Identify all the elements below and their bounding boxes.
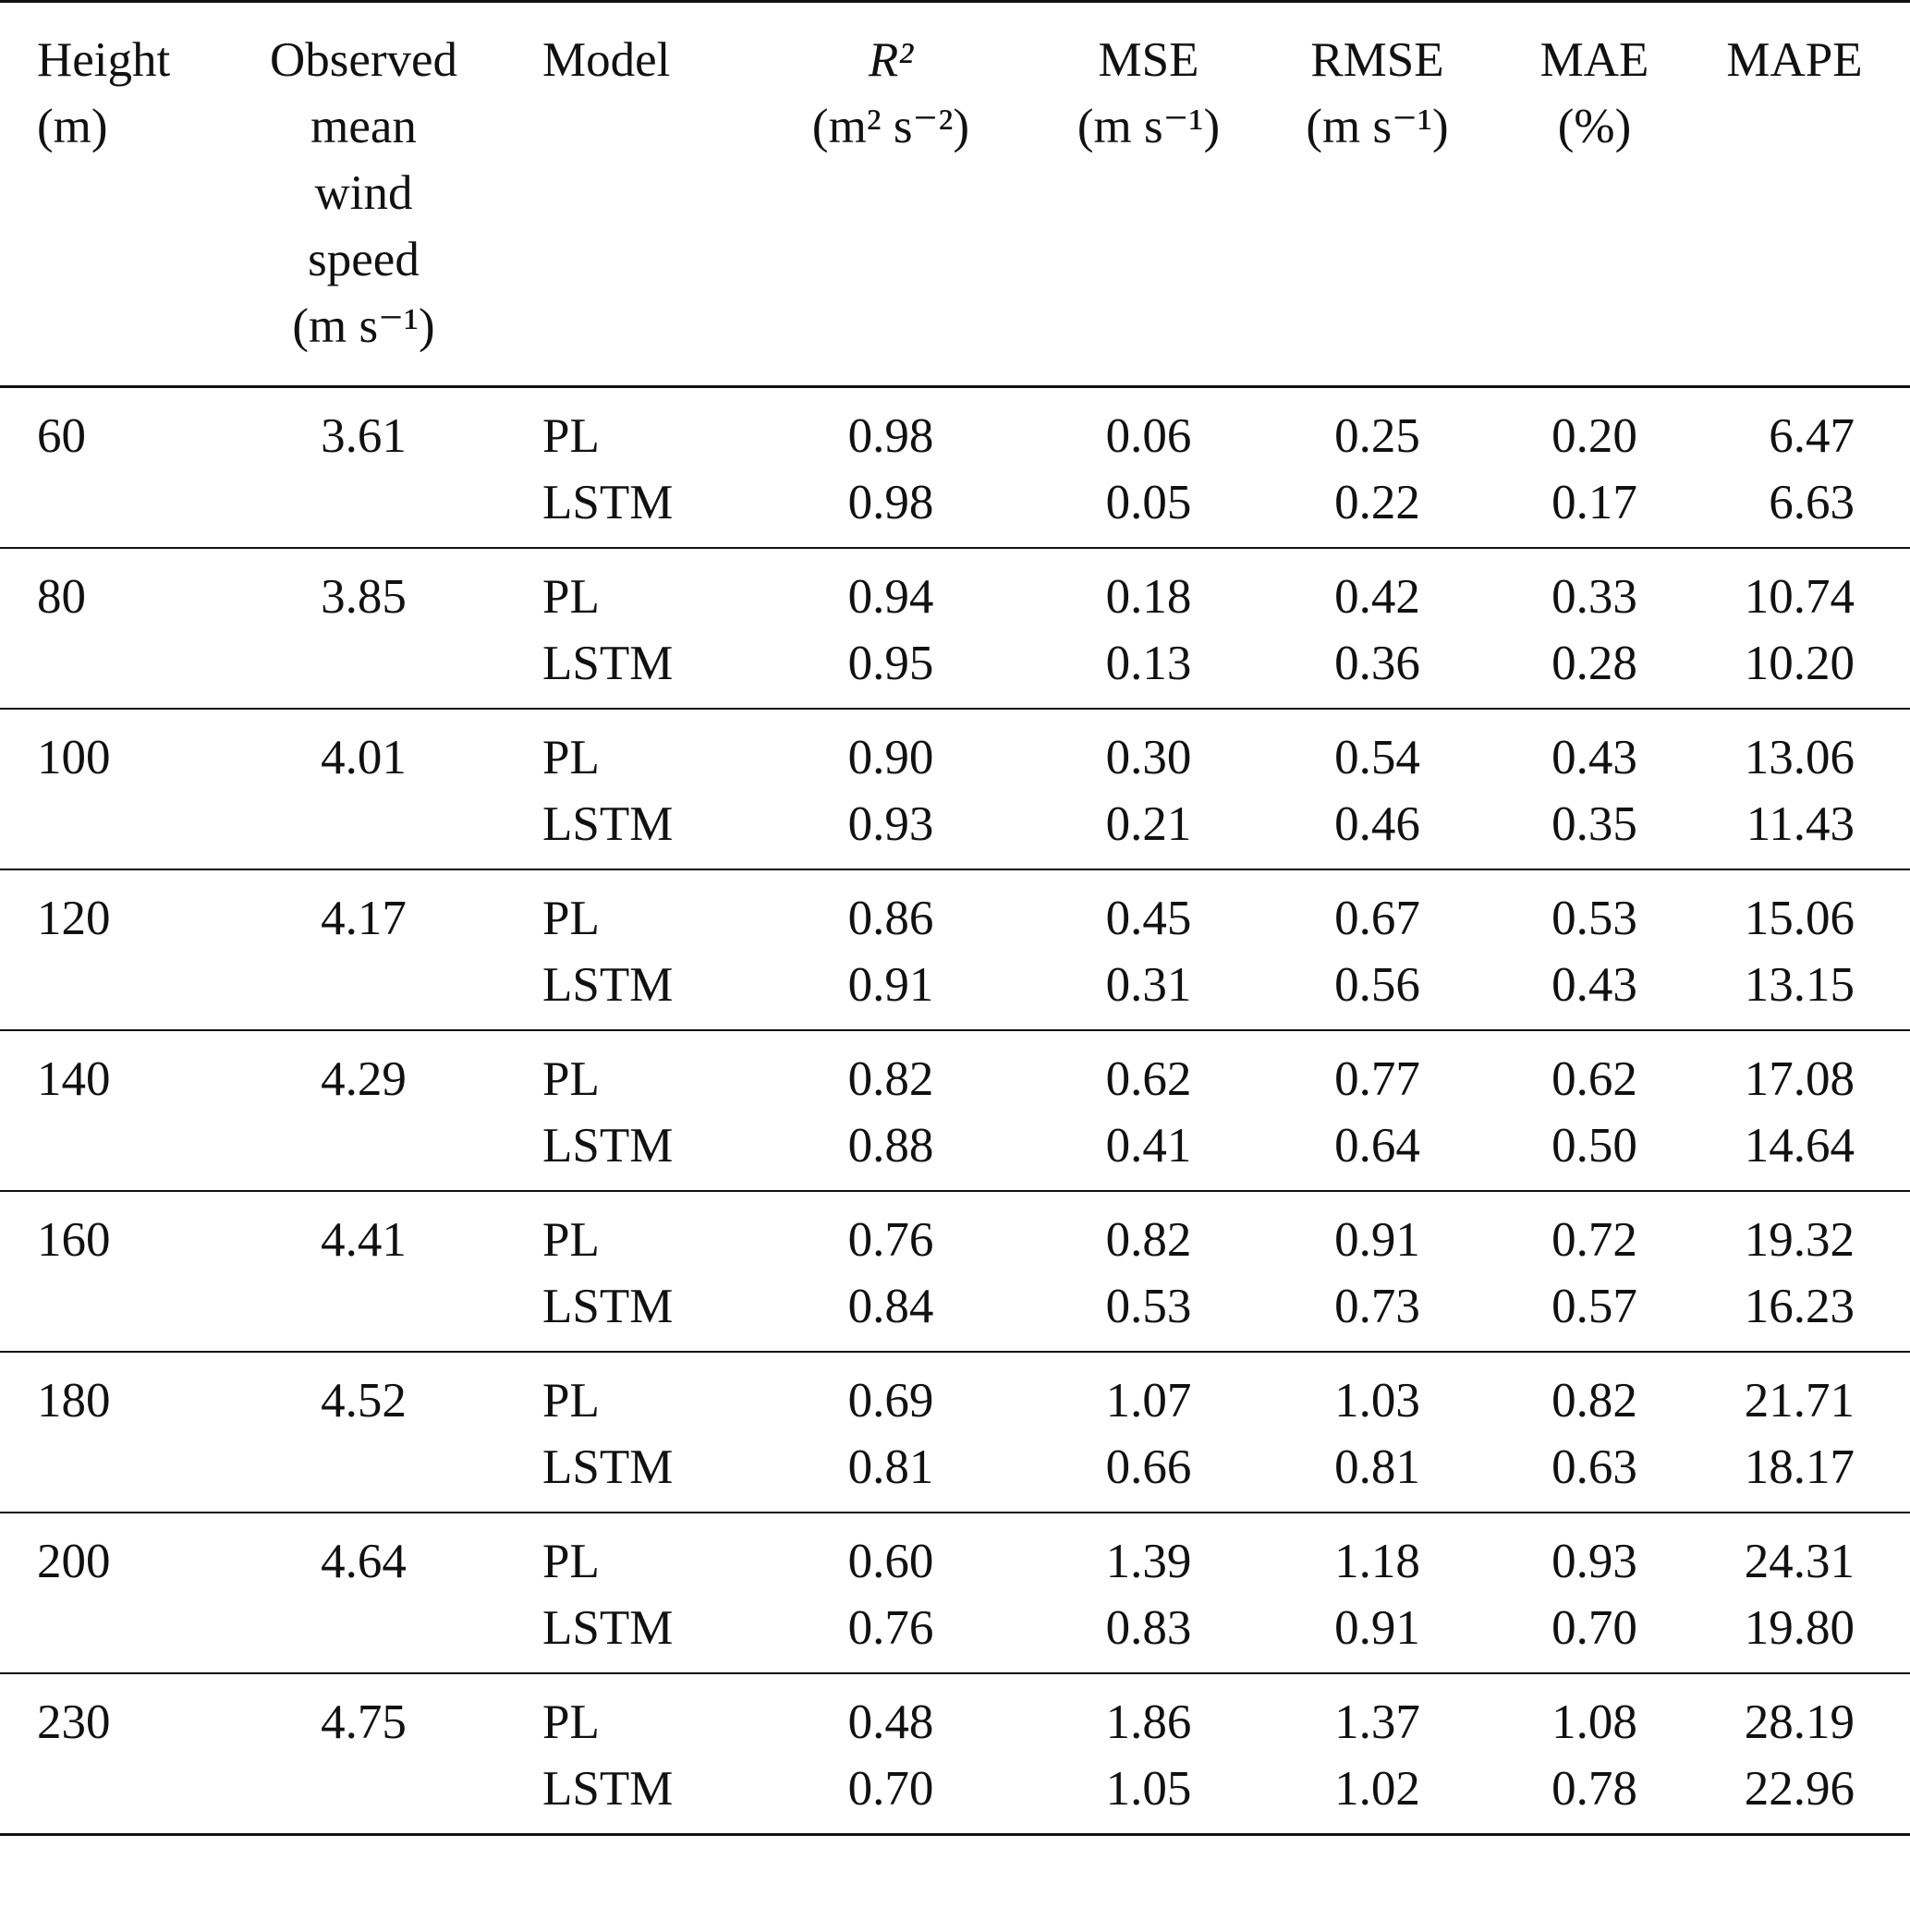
cell-r2 [729, 1030, 1052, 1191]
cell-mape-value: 13.06 [1744, 731, 1855, 784]
cell-height-value: 200 [37, 1535, 111, 1588]
cell-mse-value: 0.82 [1105, 1213, 1192, 1267]
cell-mape-value: 6.47 [1769, 409, 1855, 463]
cell-mape [1679, 387, 1910, 549]
cell-mse-value: 0.41 [1105, 1119, 1192, 1173]
cell-mse-value: 0.83 [1105, 1601, 1192, 1655]
cell-mape-value: 19.80 [1744, 1601, 1855, 1655]
header-mse: MSE (m s⁻¹) [1077, 33, 1221, 153]
cell-height-value: 160 [37, 1213, 111, 1267]
cell-height-value: 60 [37, 409, 86, 463]
header-rmse: RMSE (m s⁻¹) [1306, 33, 1449, 153]
cell-r2 [729, 869, 1052, 1030]
cell-mae [1510, 709, 1679, 869]
cell-rmse-value: 0.67 [1334, 892, 1420, 945]
cell-rmse-value: 1.03 [1334, 1374, 1420, 1428]
table-row [0, 869, 1910, 1030]
cell-mse-value: 0.05 [1105, 476, 1192, 529]
cell-mae [1510, 869, 1679, 1030]
cell-height [0, 1673, 222, 1835]
cell-observed-value: 4.01 [321, 731, 407, 784]
cell-mae-value: 0.63 [1551, 1440, 1637, 1494]
cell-rmse [1245, 1191, 1510, 1352]
cell-mse-value: 1.39 [1105, 1535, 1192, 1588]
cell-observed [222, 1513, 505, 1673]
cell-mape-value: 13.15 [1744, 958, 1855, 1012]
cell-mape-value: 28.19 [1744, 1695, 1855, 1749]
cell-rmse [1245, 1513, 1510, 1673]
cell-observed-value: 3.85 [321, 570, 407, 624]
cell-rmse [1245, 1352, 1510, 1513]
cell-mape-value: 24.31 [1744, 1535, 1855, 1588]
cell-model [505, 1191, 729, 1352]
cell-height-value: 120 [37, 892, 111, 945]
table-row [0, 1191, 1910, 1352]
cell-model-value: PL [542, 570, 600, 624]
cell-mse-value: 0.31 [1105, 958, 1192, 1012]
cell-model [505, 1352, 729, 1513]
cell-rmse-value: 0.25 [1334, 409, 1420, 463]
cell-mse [1052, 548, 1245, 709]
cell-r2 [729, 548, 1052, 709]
cell-mae-value: 0.62 [1551, 1052, 1637, 1106]
cell-rmse-value: 0.81 [1334, 1440, 1420, 1494]
cell-rmse [1245, 709, 1510, 869]
cell-model-value: LSTM [542, 797, 674, 851]
cell-mae-value: 0.93 [1551, 1535, 1637, 1588]
cell-mse [1052, 1673, 1245, 1835]
cell-model [505, 869, 729, 1030]
cell-r2-value: 0.94 [847, 570, 934, 624]
cell-model-value: LSTM [542, 958, 674, 1012]
cell-mae-value: 0.50 [1551, 1119, 1637, 1173]
cell-mape-value: 10.20 [1744, 637, 1855, 690]
cell-mape-value: 22.96 [1744, 1762, 1855, 1816]
cell-mape [1679, 1352, 1910, 1513]
cell-r2 [729, 1513, 1052, 1673]
header-row [0, 2, 1910, 387]
cell-r2-value: 0.81 [847, 1440, 934, 1494]
cell-model [505, 387, 729, 549]
cell-mse-value: 0.13 [1105, 637, 1192, 690]
cell-model-value: PL [542, 1695, 600, 1749]
cell-r2-value: 0.76 [847, 1213, 934, 1267]
cell-model-value: LSTM [542, 1440, 674, 1494]
cell-model-value: PL [542, 1052, 600, 1106]
cell-model [505, 1030, 729, 1191]
cell-mse [1052, 1191, 1245, 1352]
cell-rmse-value: 0.73 [1334, 1280, 1420, 1333]
cell-observed-value: 4.75 [321, 1695, 407, 1749]
cell-height [0, 1352, 222, 1513]
cell-mape-value: 17.08 [1744, 1052, 1855, 1106]
cell-r2-value: 0.48 [847, 1695, 934, 1749]
cell-model-value: LSTM [542, 1762, 674, 1816]
cell-mse-value: 0.45 [1105, 892, 1192, 945]
cell-mse [1052, 709, 1245, 869]
cell-mape-value: 6.63 [1769, 476, 1855, 529]
cell-mae-value: 0.43 [1551, 731, 1637, 784]
header-mape: MAPE [1726, 33, 1863, 87]
cell-mape [1679, 1191, 1910, 1352]
cell-mae-value: 0.28 [1551, 637, 1637, 690]
cell-observed-value: 4.52 [321, 1374, 407, 1428]
cell-rmse-value: 0.91 [1334, 1601, 1420, 1655]
cell-observed [222, 1673, 505, 1835]
cell-r2-value: 0.70 [847, 1762, 934, 1816]
cell-height [0, 869, 222, 1030]
cell-r2-value: 0.95 [847, 637, 934, 690]
cell-rmse-value: 0.36 [1334, 637, 1420, 690]
cell-mse-value: 0.53 [1105, 1280, 1192, 1333]
cell-r2-value: 0.93 [847, 797, 934, 851]
cell-mse-value: 0.66 [1105, 1440, 1192, 1494]
cell-height-value: 80 [37, 570, 86, 624]
cell-mape-value: 18.17 [1744, 1440, 1855, 1494]
cell-rmse [1245, 387, 1510, 549]
cell-mae-value: 0.53 [1551, 892, 1637, 945]
cell-mape [1679, 709, 1910, 869]
cell-height [0, 1513, 222, 1673]
cell-mae-value: 0.20 [1551, 409, 1637, 463]
cell-r2-value: 0.88 [847, 1119, 934, 1173]
cell-r2-value: 0.82 [847, 1052, 934, 1106]
table-row [0, 1352, 1910, 1513]
cell-mape-value: 14.64 [1744, 1119, 1855, 1173]
cell-height [0, 387, 222, 549]
cell-mape [1679, 869, 1910, 1030]
cell-r2-value: 0.98 [847, 409, 934, 463]
cell-mse [1052, 1030, 1245, 1191]
table-row [0, 1673, 1910, 1835]
cell-mse-value: 1.86 [1105, 1695, 1192, 1749]
cell-rmse-value: 0.77 [1334, 1052, 1420, 1106]
cell-mae-value: 0.57 [1551, 1280, 1637, 1333]
cell-observed [222, 1191, 505, 1352]
cell-mse [1052, 869, 1245, 1030]
cell-model [505, 548, 729, 709]
cell-mape [1679, 1673, 1910, 1835]
cell-rmse-value: 0.91 [1334, 1213, 1420, 1267]
cell-mape-value: 10.74 [1744, 570, 1855, 624]
cell-rmse-value: 0.46 [1334, 797, 1420, 851]
cell-r2-value: 0.90 [847, 731, 934, 784]
cell-model [505, 1673, 729, 1835]
cell-mae-value: 1.08 [1551, 1695, 1637, 1749]
cell-height [0, 1030, 222, 1191]
cell-model-value: PL [542, 409, 600, 463]
cell-r2-value: 0.98 [847, 476, 934, 529]
cell-mae-value: 0.17 [1551, 476, 1637, 529]
cell-observed [222, 1352, 505, 1513]
cell-height-value: 140 [37, 1052, 111, 1106]
cell-height [0, 1191, 222, 1352]
cell-rmse-value: 0.64 [1334, 1119, 1420, 1173]
cell-rmse-value: 0.56 [1334, 958, 1420, 1012]
cell-height [0, 709, 222, 869]
cell-mae-value: 0.78 [1551, 1762, 1637, 1816]
header-mae: MAE (%) [1539, 33, 1649, 153]
cell-mae [1510, 1673, 1679, 1835]
cell-rmse-value: 1.18 [1334, 1535, 1420, 1588]
cell-model-value: LSTM [542, 1601, 674, 1655]
table-row [0, 548, 1910, 709]
cell-mae [1510, 1191, 1679, 1352]
cell-mape-value: 19.32 [1744, 1213, 1855, 1267]
table-row [0, 1513, 1910, 1673]
cell-mape-value: 16.23 [1744, 1280, 1855, 1333]
table-row [0, 709, 1910, 869]
cell-model [505, 709, 729, 869]
cell-r2-value: 0.69 [847, 1374, 934, 1428]
cell-r2 [729, 1352, 1052, 1513]
cell-mape [1679, 1513, 1910, 1673]
cell-r2 [729, 709, 1052, 869]
cell-rmse-value: 0.42 [1334, 570, 1420, 624]
cell-mape-value: 21.71 [1744, 1374, 1855, 1428]
cell-r2 [729, 387, 1052, 549]
cell-mae [1510, 1352, 1679, 1513]
cell-observed-value: 4.17 [321, 892, 407, 945]
cell-mse-value: 0.21 [1105, 797, 1192, 851]
cell-mae-value: 0.72 [1551, 1213, 1637, 1267]
cell-mae [1510, 548, 1679, 709]
cell-mse [1052, 1352, 1245, 1513]
cell-mae-value: 0.43 [1551, 958, 1637, 1012]
header-model: Model [542, 33, 671, 87]
cell-height [0, 548, 222, 709]
cell-rmse [1245, 548, 1510, 709]
cell-mae [1510, 1030, 1679, 1191]
cell-rmse-value: 1.37 [1334, 1695, 1420, 1749]
cell-mape [1679, 1030, 1910, 1191]
cell-r2 [729, 1191, 1052, 1352]
cell-model-value: LSTM [542, 1280, 674, 1333]
header-height: Height (m) [37, 33, 171, 153]
cell-model-value: PL [542, 731, 600, 784]
cell-observed [222, 1030, 505, 1191]
cell-height-value: 180 [37, 1374, 111, 1428]
cell-model-value: LSTM [542, 1119, 674, 1173]
cell-r2-value: 0.76 [847, 1601, 934, 1655]
cell-rmse-value: 0.54 [1334, 731, 1420, 784]
cell-r2-value: 0.60 [847, 1535, 934, 1588]
cell-rmse-value: 1.02 [1334, 1762, 1420, 1816]
cell-rmse [1245, 1030, 1510, 1191]
cell-mape-value: 11.43 [1746, 797, 1855, 851]
cell-mse-value: 1.07 [1105, 1374, 1192, 1428]
cell-mae [1510, 387, 1679, 549]
cell-rmse-value: 0.22 [1334, 476, 1420, 529]
cell-height-value: 230 [37, 1695, 111, 1749]
header-observed: Observed mean wind speed (m s⁻¹) [269, 33, 458, 353]
table-body [0, 387, 1910, 1835]
cell-r2-value: 0.91 [847, 958, 934, 1012]
table-row [0, 387, 1910, 549]
cell-observed [222, 869, 505, 1030]
cell-model-value: LSTM [542, 637, 674, 690]
cell-observed-value: 3.61 [321, 409, 407, 463]
cell-model-value: PL [542, 1535, 600, 1588]
cell-r2-value: 0.84 [847, 1280, 934, 1333]
cell-observed-value: 4.29 [321, 1052, 407, 1106]
cell-mae-value: 0.35 [1551, 797, 1637, 851]
cell-observed [222, 387, 505, 549]
cell-mse-value: 0.18 [1105, 570, 1192, 624]
cell-model-value: PL [542, 1374, 600, 1428]
table-header [0, 2, 1910, 387]
cell-mae-value: 0.33 [1551, 570, 1637, 624]
cell-mse-value: 1.05 [1105, 1762, 1192, 1816]
cell-mape [1679, 548, 1910, 709]
cell-rmse [1245, 1673, 1510, 1835]
cell-model-value: PL [542, 1213, 600, 1267]
cell-mse-value: 0.06 [1105, 409, 1192, 463]
cell-mse-value: 0.62 [1105, 1052, 1192, 1106]
cell-mape-value: 15.06 [1744, 892, 1855, 945]
header-r2: R² (m² s⁻²) [811, 33, 970, 153]
cell-mae-value: 0.82 [1551, 1374, 1637, 1428]
cell-mae [1510, 1513, 1679, 1673]
cell-model-value: LSTM [542, 476, 674, 529]
cell-mae-value: 0.70 [1551, 1601, 1637, 1655]
cell-height-value: 100 [37, 731, 111, 784]
cell-observed [222, 548, 505, 709]
cell-observed-value: 4.41 [321, 1213, 407, 1267]
table-row [0, 1030, 1910, 1191]
cell-observed-value: 4.64 [321, 1535, 407, 1588]
cell-r2 [729, 1673, 1052, 1835]
cell-mse [1052, 1513, 1245, 1673]
cell-rmse [1245, 869, 1510, 1030]
cell-model [505, 1513, 729, 1673]
cell-model-value: PL [542, 892, 600, 945]
cell-observed [222, 709, 505, 869]
cell-mse [1052, 387, 1245, 549]
cell-mse-value: 0.30 [1105, 731, 1192, 784]
cell-r2-value: 0.86 [847, 892, 934, 945]
